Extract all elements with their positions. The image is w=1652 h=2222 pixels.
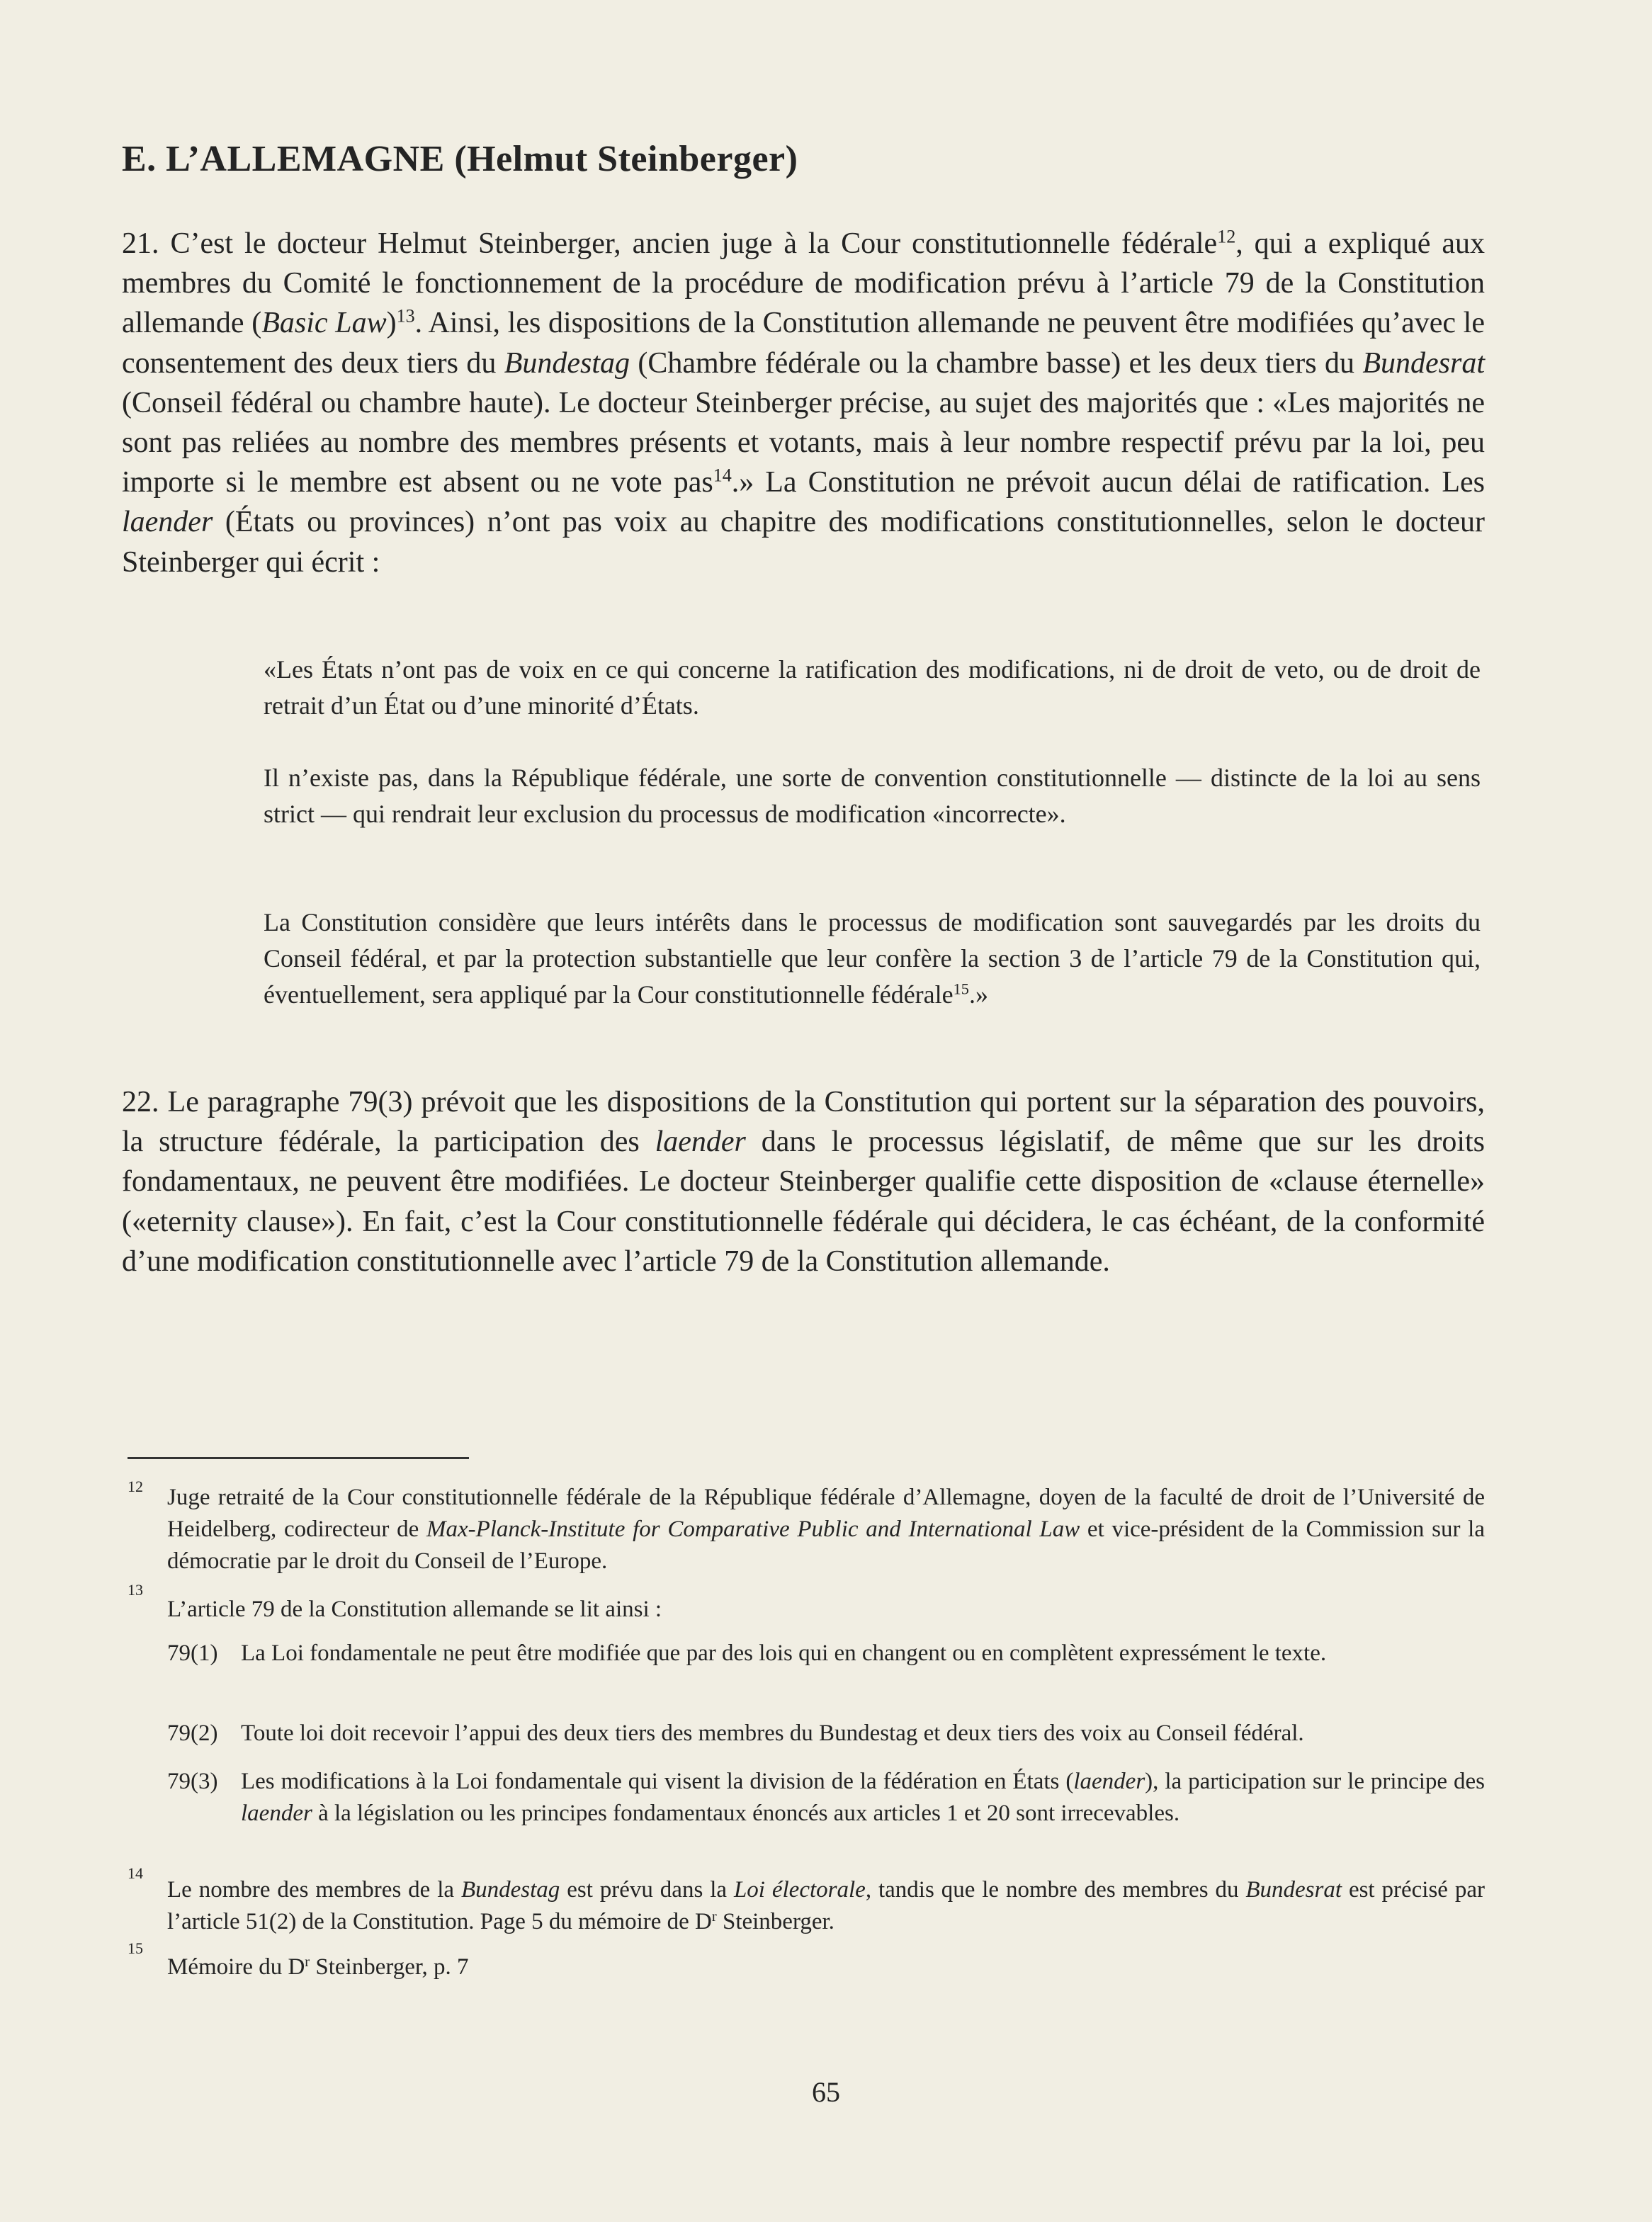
footnote-number-15: 15 <box>128 1939 143 1957</box>
footnote-14: Le nombre des membres de la Bundestag est prévu dans la Loi électorale, tandis que le nombre des membres du Bundesrat est précisé par l’article 51(2) de la Constitution. Page 5 du mémoire de $D^r$ Steinberger. <box>167 1877 1485 1934</box>
section-title: E. L’ALLEMAGNE (Helmut Steinberger) <box>122 139 798 179</box>
quote-paragraph-1: «Les États n’ont pas de voix en ce qui concerne la ratification des modifications, ni de droit de veto, ou de droit de retrait d’un État ou d’une minorité d’États. <box>264 655 1481 720</box>
article-79-2: 79(2) Toute loi doit recevoir l’appui des deux tiers des membres du Bundestag et deux tiers des voix au Conseil fédéral. <box>167 1718 1485 1750</box>
article-code: 79(1) <box>167 1640 218 1666</box>
article-code: 79(2) <box>167 1721 218 1746</box>
footnote-divider <box>128 1457 469 1459</box>
article-79-3: 79(3) Les modifications à la Loi fondamentale qui visent la division de la fédération en États (laender), la participation sur le principe des laender à la législation ou les principes fondamentaux énoncés aux articles 1 et 20 sont irrecevables. <box>167 1766 1485 1830</box>
paragraph-number: 22. <box>122 1086 159 1118</box>
article-79-1: 79(1) La Loi fondamentale ne peut être modifiée que par des lois qui en changent ou en complètent expressément le texte. <box>167 1638 1485 1670</box>
footnote-number-14: 14 <box>128 1864 143 1882</box>
footnote-ref-13[interactable]: 13 <box>396 306 415 327</box>
footnote-ref-12[interactable]: 12 <box>1217 226 1236 247</box>
footnote-15: Mémoire du $D^r$ Steinberger, p. 7 <box>167 1954 469 1980</box>
paragraph-number: 21. <box>122 227 159 260</box>
article-code: 79(3) <box>167 1769 218 1794</box>
footnote-ref-14[interactable]: 14 <box>713 465 732 486</box>
footnote-13-intro: L’article 79 de la Constitution allemande se lit ainsi : <box>167 1597 662 1622</box>
footnote-ref-15[interactable]: 15 <box>953 980 969 998</box>
footnote-number-12: 12 <box>128 1478 143 1495</box>
footnote-number-13: 13 <box>128 1581 143 1599</box>
footnote-12: Juge retraité de la Cour constitutionnelle fédérale de la République fédérale d’Allemagne, doyen de la faculté de droit de l’Université de Heidelberg, codirecteur de Max-Planck-Institute for Comparative Public and International Law et vice-président de la Commission sur la démocratie par le droit du Conseil de l’Europe. <box>167 1485 1485 1574</box>
quote-paragraph-2: Il n’existe pas, dans la République fédérale, une sorte de convention constitutionnelle — distincte de la loi au sens strict — qui rendrait leur exclusion du processus de modification «incorrecte». <box>264 764 1481 828</box>
quote-paragraph-3: La Constitution considère que leurs intérêts dans le processus de modification sont sauvegardés par les droits du Conseil fédéral, et par la protection substantielle que leur confère la section 3 de l’article 79 de la Constitution qui, éventuellement, sera appliqué par la Cour constitutionnelle fédérale$^{15}$.» <box>264 908 1481 1009</box>
paragraph-22: 22. Le paragraphe 79(3) prévoit que les dispositions de la Constitution qui portent sur la séparation des pouvoirs, la structure fédérale, la participation des laender dans le processus législatif, de même que sur les droits fondamentaux, ne peuvent être modifiées. Le docteur Steinberger qualifie cette disposition de «clause éternelle» («eternity clause»). En fait, c’est la Cour constitutionnelle fédérale qui décidera, le cas échéant, de la conformité d’une modification constitutionnelle avec l’article 79 de la Constitution allemande. <box>122 1086 1486 1278</box>
paragraph-21: 21. C’est le docteur Helmut Steinberger, ancien juge à la Cour constitutionnelle fédérale$^{12}$, qui a expliqué aux membres du Comité le fonctionnement de la procédure de modification prévu à l’article 79 de la Constitution allemande (Basic Law)$^{13}$. Ainsi, les dispositions de la Constitution allemande ne peuvent être modifiées qu’avec le consentement des deux tiers du Bundestag (Chambre fédérale ou la chambre basse) et les deux tiers du Bundesrat (Conseil fédéral ou chambre haute). Le docteur Steinberger précise, au sujet des majorités que : «Les majorités ne sont pas reliées au nombre des membres présents et votants, mais à leur nombre respectif prévu par la loi, peu importe si le membre est absent ou ne vote pas$^{14}$.» La Constitution ne prévoit aucun délai de ratification. Les laender (États ou provinces) n’ont pas voix au chapitre des modifications constitutionnelles, selon le docteur Steinberger qui écrit : <box>122 226 1485 579</box>
page-number: 65 <box>812 2076 840 2108</box>
